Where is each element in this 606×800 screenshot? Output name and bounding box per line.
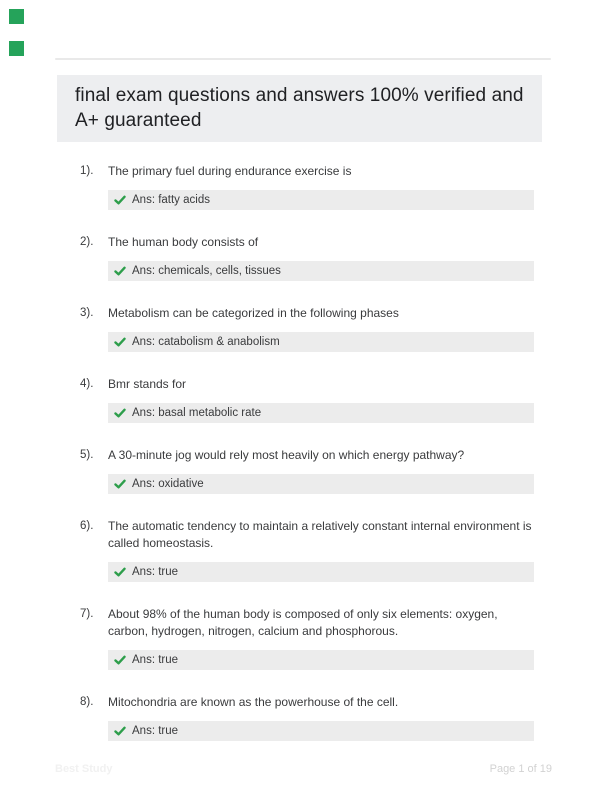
question-number: 4).	[80, 378, 94, 390]
question-row	[80, 606, 534, 670]
question-text: The automatic tendency to maintain a relatively constant internal environment is called homeostasis.	[108, 519, 532, 550]
answer-text: Ans: catabolism & anabolism	[132, 336, 280, 348]
green-square-marker	[9, 9, 24, 24]
watermark-text: Best Study	[55, 763, 113, 775]
question-row	[80, 234, 534, 281]
title-banner	[57, 75, 542, 142]
check-icon	[114, 336, 126, 348]
answer-bar	[108, 721, 534, 741]
question-row	[80, 163, 534, 210]
question-row	[80, 694, 534, 741]
check-icon	[114, 265, 126, 277]
question-text: About 98% of the human body is composed of only six elements: oxygen, carbon, hydrogen, nitrogen, calcium and phosphorous.	[108, 607, 498, 638]
question-row	[80, 376, 534, 423]
check-icon	[114, 654, 126, 666]
answer-bar	[108, 190, 534, 210]
answer-bar	[108, 474, 534, 494]
answer-text: Ans: true	[132, 566, 179, 578]
answer-bar	[108, 332, 534, 352]
question-text: Bmr stands for	[108, 377, 187, 391]
question-number: 6).	[80, 520, 94, 532]
answer-text: Ans: true	[132, 654, 179, 666]
page-footer	[55, 763, 552, 775]
page-indicator: Page 1 of 19	[489, 763, 552, 775]
answer-text: Ans: oxidative	[132, 478, 204, 490]
answer-bar	[108, 403, 534, 423]
answer-bar	[108, 562, 534, 582]
check-icon	[114, 725, 126, 737]
question-text: The primary fuel during endurance exercise is	[108, 164, 352, 178]
question-row	[80, 447, 534, 494]
answer-bar	[108, 650, 534, 670]
question-number: 5).	[80, 449, 94, 461]
page-top-divider	[55, 58, 551, 60]
answer-text: Ans: true	[132, 725, 179, 737]
question-text: A 30-minute jog would rely most heavily on which energy pathway?	[108, 448, 465, 462]
question-row	[80, 305, 534, 352]
question-row	[80, 518, 534, 582]
question-number: 3).	[80, 307, 94, 319]
answer-text: Ans: basal metabolic rate	[132, 407, 262, 419]
question-text: Mitochondria are known as the powerhouse of the cell.	[108, 695, 399, 709]
answer-text: Ans: fatty acids	[132, 194, 210, 206]
page-title: final exam questions and answers 100% verified and A+ guaranteed	[75, 85, 524, 131]
question-number: 8).	[80, 696, 94, 708]
answer-bar	[108, 261, 534, 281]
question-text: The human body consists of	[108, 235, 259, 249]
question-number: 7).	[80, 608, 94, 620]
check-icon	[114, 566, 126, 578]
answer-text: Ans: chemicals, cells, tissues	[132, 265, 281, 277]
check-icon	[114, 478, 126, 490]
question-text: Metabolism can be categorized in the following phases	[108, 306, 399, 320]
question-number: 1).	[80, 165, 94, 177]
check-icon	[114, 407, 126, 419]
check-icon	[114, 194, 126, 206]
question-number: 2).	[80, 236, 94, 248]
question-list	[80, 163, 534, 765]
green-square-marker	[9, 41, 24, 56]
